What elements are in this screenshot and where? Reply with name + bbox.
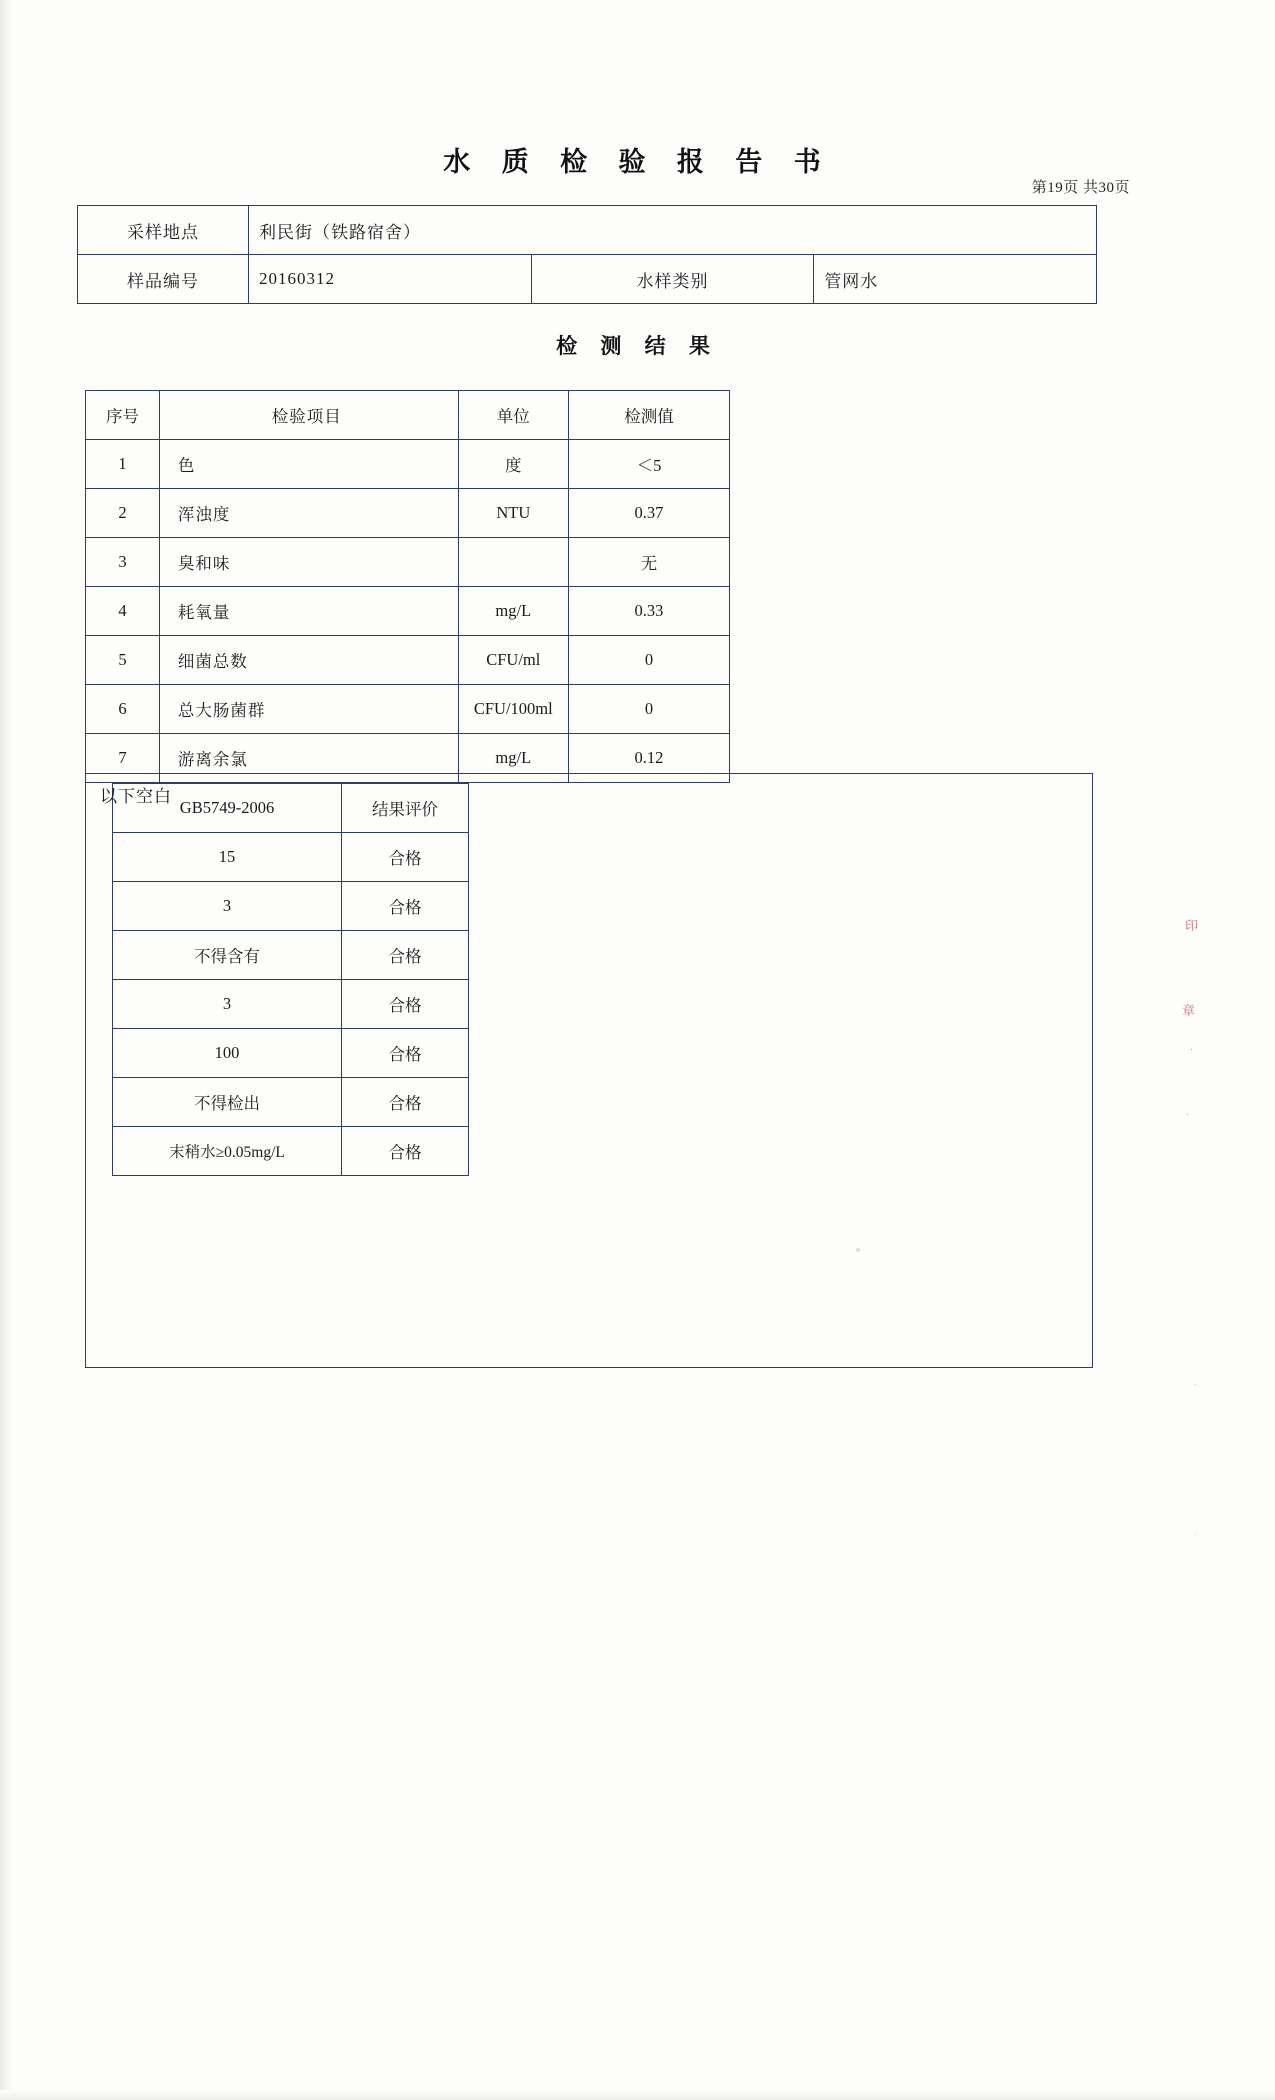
cell-no: 7 xyxy=(86,734,160,783)
cell-no: 5 xyxy=(86,636,160,685)
table-row xyxy=(78,255,1097,304)
cell-judge: 合格 xyxy=(342,1029,469,1078)
scan-edge-left xyxy=(0,0,12,2100)
cell-value: 0 xyxy=(568,685,729,734)
cell-judge: 合格 xyxy=(342,882,469,931)
results-table-left xyxy=(85,390,730,783)
cell-unit: 度 xyxy=(458,440,568,489)
cell-no: 1 xyxy=(86,440,160,489)
table-row xyxy=(78,206,1097,255)
cell-item: 耗氧量 xyxy=(159,587,458,636)
cell-judge: 合格 xyxy=(342,833,469,882)
blank-area-note: 以下空白 xyxy=(100,787,172,806)
cell-standard: 不得检出 xyxy=(113,1078,342,1127)
cell-unit: mg/L xyxy=(458,587,568,636)
table-row xyxy=(86,538,730,587)
cell-no: 2 xyxy=(86,489,160,538)
water-type-label: 水样类别 xyxy=(531,255,814,304)
cell-unit: mg/L xyxy=(458,734,568,783)
cell-value: 无 xyxy=(568,538,729,587)
stamp-mark: · xyxy=(1193,1529,1198,1542)
page-title: 水 质 检 验 报 告 书 xyxy=(443,147,832,178)
col-header-value: 检测值 xyxy=(568,391,729,440)
table-row xyxy=(86,685,730,734)
water-type-value: 管网水 xyxy=(814,255,1097,304)
cell-unit: CFU/100ml xyxy=(458,685,568,734)
cell-judge: 合格 xyxy=(342,1127,469,1176)
col-header-standard: GB5749-2006 xyxy=(113,784,342,833)
cell-item: 总大肠菌群 xyxy=(159,685,458,734)
stamp-mark: · xyxy=(1193,1379,1198,1392)
stamp-mark: · xyxy=(1185,1109,1190,1122)
cell-value: ＜5 xyxy=(568,440,729,489)
page-number: 第19页 共30页 xyxy=(1031,180,1130,196)
cell-no: 6 xyxy=(86,685,160,734)
cell-judge: 合格 xyxy=(342,931,469,980)
sampling-location-value: 利民街（铁路宿舍） xyxy=(249,206,1097,255)
cell-no: 4 xyxy=(86,587,160,636)
cell-item: 游离余氯 xyxy=(159,734,458,783)
cell-item: 色 xyxy=(159,440,458,489)
cell-judge: 合格 xyxy=(342,980,469,1029)
cell-standard: 100 xyxy=(113,1029,342,1078)
cell-standard: 15 xyxy=(113,833,342,882)
section-title: 检 测 结 果 xyxy=(556,334,719,358)
stamp-mark: 章 xyxy=(1181,1003,1196,1020)
header-info-table xyxy=(77,205,1097,304)
scan-edge-bottom xyxy=(0,2090,1275,2100)
cell-value: 0 xyxy=(568,636,729,685)
table-row xyxy=(86,489,730,538)
col-header-no: 序号 xyxy=(86,391,160,440)
table-row xyxy=(86,440,730,489)
sample-no-label: 样品编号 xyxy=(78,255,249,304)
cell-unit: CFU/ml xyxy=(458,636,568,685)
stamp-mark: · xyxy=(1189,1044,1194,1057)
sample-no-value: 20160312 xyxy=(249,255,532,304)
cell-value: 0.12 xyxy=(568,734,729,783)
cell-value: 0.37 xyxy=(568,489,729,538)
cell-unit xyxy=(458,538,568,587)
table-row xyxy=(86,587,730,636)
sampling-location-label: 采样地点 xyxy=(78,206,249,255)
cell-judge: 合格 xyxy=(342,1078,469,1127)
col-header-item: 检验项目 xyxy=(159,391,458,440)
cell-item: 臭和味 xyxy=(159,538,458,587)
table-header-row xyxy=(86,391,730,440)
cell-item: 浑浊度 xyxy=(159,489,458,538)
cell-unit: NTU xyxy=(458,489,568,538)
cell-standard: 3 xyxy=(113,980,342,1029)
col-header-judge: 结果评价 xyxy=(342,784,469,833)
cell-standard: 3 xyxy=(113,882,342,931)
stamp-mark: 印 xyxy=(1184,918,1199,935)
table-row xyxy=(86,636,730,685)
col-header-unit: 单位 xyxy=(458,391,568,440)
cell-item: 细菌总数 xyxy=(159,636,458,685)
cell-value: 0.33 xyxy=(568,587,729,636)
cell-no: 3 xyxy=(86,538,160,587)
blank-area-box xyxy=(85,773,1093,1368)
cell-standard: 末稍水≥0.05mg/L xyxy=(113,1127,342,1176)
cell-standard: 不得含有 xyxy=(113,931,342,980)
scan-speck xyxy=(856,1248,860,1252)
